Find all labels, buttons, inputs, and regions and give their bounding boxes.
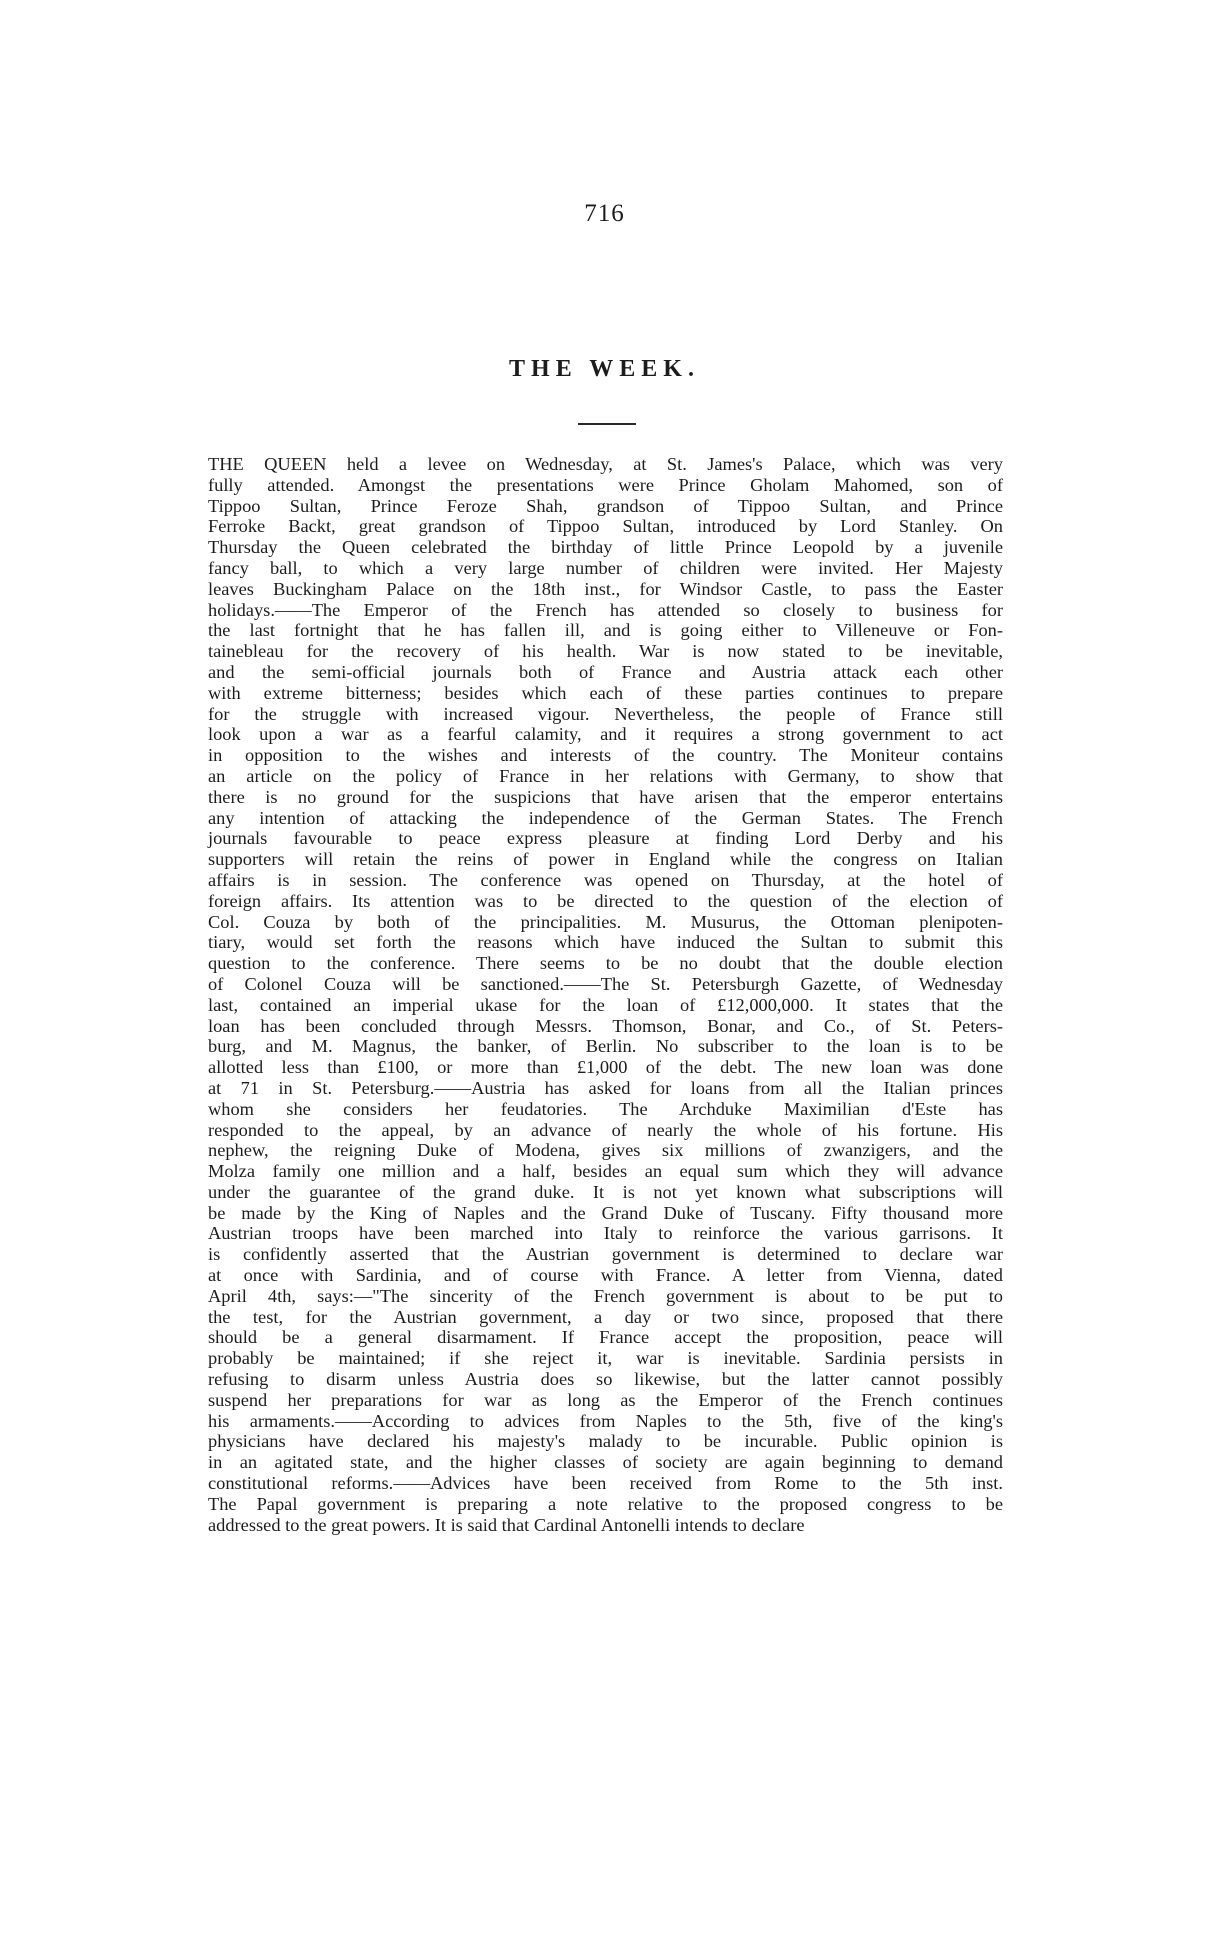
article-line: tiary, would set forth the reasons which have induced the Sultan to submit this [208, 932, 1003, 953]
article-line: holidays.——The Emperor of the French has attended so closely to business for [208, 599, 1003, 620]
article-line: affairs is in session. The conference was opened on Thursday, at the hotel of [208, 869, 1003, 890]
article-line: foreign affairs. Its attention was to be directed to the question of the election of [208, 890, 1003, 911]
article-line: responded to the appeal, by an advance of nearly the whole of his fortune. His [208, 1119, 1003, 1140]
article-line: constitutional reforms.——Advices have been received from Rome to the 5th inst. [208, 1473, 1003, 1494]
article-line: in an agitated state, and the higher classes of society are again beginning to demand [208, 1452, 1003, 1473]
article-line: Austrian troops have been marched into Italy to reinforce the various garrisons. It [208, 1223, 1003, 1244]
article-line: is confidently asserted that the Austrian government is determined to declare war [208, 1244, 1003, 1265]
article-line: at 71 in St. Petersburg.——Austria has asked for loans from all the Italian princes [208, 1077, 1003, 1098]
article-line: and the semi-official journals both of France and Austria attack each other [208, 661, 1003, 682]
article-line: loan has been concluded through Messrs. Thomson, Bonar, and Co., of St. Peters- [208, 1015, 1003, 1036]
article-body [208, 454, 1003, 1535]
article-line: Ferroke Backt, great grandson of Tippoo Sultan, introduced by Lord Stanley. On [208, 516, 1003, 537]
article-line: last, contained an imperial ukase for the loan of £12,000,000. It states that the [208, 994, 1003, 1015]
article-line: The Papal government is preparing a note relative to the proposed congress to be [208, 1493, 1003, 1514]
article-line: THE QUEEN held a levee on Wednesday, at St. James's Palace, which was very [208, 454, 1003, 474]
article-line: addressed to the great powers. It is said that Cardinal Antonelli intends to declare [208, 1514, 805, 1535]
article-line: with extreme bitterness; besides which each of these parties continues to prepare [208, 682, 1003, 703]
article-line: physicians have declared his majesty's malady to be incurable. Public opinion is [208, 1431, 1003, 1452]
page-number: 716 [584, 200, 625, 227]
article-line: in opposition to the wishes and interests of the country. The Moniteur contains [208, 745, 1003, 766]
title-rule-divider [578, 423, 636, 425]
article-line: look upon a war as a fearful calamity, and it requires a strong government to act [208, 724, 1003, 745]
article-line: any intention of attacking the independence of the German States. The French [208, 807, 1003, 828]
article-line: journals favourable to peace express pleasure at finding Lord Derby and his [208, 828, 1003, 849]
article-line: supporters will retain the reins of power in England while the congress on Italian [208, 849, 1003, 870]
article-line: allotted less than £100, or more than £1,000 of the debt. The new loan was done [208, 1057, 1003, 1078]
article-line: for the struggle with increased vigour. Nevertheless, the people of France still [208, 703, 1003, 724]
article-line: at once with Sardinia, and of course with France. A letter from Vienna, dated [208, 1265, 1003, 1286]
article-line: there is no ground for the suspicions that have arisen that the emperor entertains [208, 786, 1003, 807]
article-line: Molza family one million and a half, besides an equal sum which they will advance [208, 1161, 1003, 1182]
article-line: Col. Couza by both of the principalities. M. Musurus, the Ottoman plenipoten- [208, 911, 1003, 932]
article-line: tainebleau for the recovery of his health. War is now stated to be inevitable, [208, 641, 1003, 662]
article-line: question to the conference. There seems to be no doubt that the double election [208, 953, 1003, 974]
article-line: refusing to disarm unless Austria does so likewise, but the latter cannot possibly [208, 1369, 1003, 1390]
article-line: Thursday the Queen celebrated the birthday of little Prince Leopold by a juvenile [208, 537, 1003, 558]
article-line: the last fortnight that he has fallen ill, and is going either to Villeneuve or Fon- [208, 620, 1003, 641]
article-line: be made by the King of Naples and the Grand Duke of Tuscany. Fifty thousand more [208, 1202, 1003, 1223]
article-line: the test, for the Austrian government, a day or two since, proposed that there [208, 1306, 1003, 1327]
article-line: probably be maintained; if she reject it, war is inevitable. Sardinia persists in [208, 1348, 1003, 1369]
article-line: fancy ball, to which a very large number of children were invited. Her Majesty [208, 557, 1003, 578]
article-line: leaves Buckingham Palace on the 18th inst., for Windsor Castle, to pass the Easter [208, 578, 1003, 599]
article-line: April 4th, says:—"The sincerity of the French government is about to be put to [208, 1285, 1003, 1306]
article-line: of Colonel Couza will be sanctioned.——The St. Petersburgh Gazette, of Wednesday [208, 973, 1003, 994]
article-line: whom she considers her feudatories. The Archduke Maximilian d'Este has [208, 1098, 1003, 1119]
article-line: nephew, the reigning Duke of Modena, gives six millions of zwanzigers, and the [208, 1140, 1003, 1161]
article-line: suspend her preparations for war as long as the Emperor of the French continues [208, 1389, 1003, 1410]
article-line: should be a general disarmament. If France accept the proposition, peace will [208, 1327, 1003, 1348]
article-line: fully attended. Amongst the presentations were Prince Gholam Mahomed, son of [208, 474, 1003, 495]
article-line: Tippoo Sultan, Prince Feroze Shah, grandson of Tippoo Sultan, and Prince [208, 495, 1003, 516]
article-line: burg, and M. Magnus, the banker, of Berlin. No subscriber to the loan is to be [208, 1036, 1003, 1057]
article-line: an article on the policy of France in her relations with Germany, to show that [208, 765, 1003, 786]
article-line: his armaments.——According to advices from Naples to the 5th, five of the king's [208, 1410, 1003, 1431]
article-title: THE WEEK. [509, 356, 700, 382]
article-line: under the guarantee of the grand duke. It is not yet known what subscriptions will [208, 1181, 1003, 1202]
